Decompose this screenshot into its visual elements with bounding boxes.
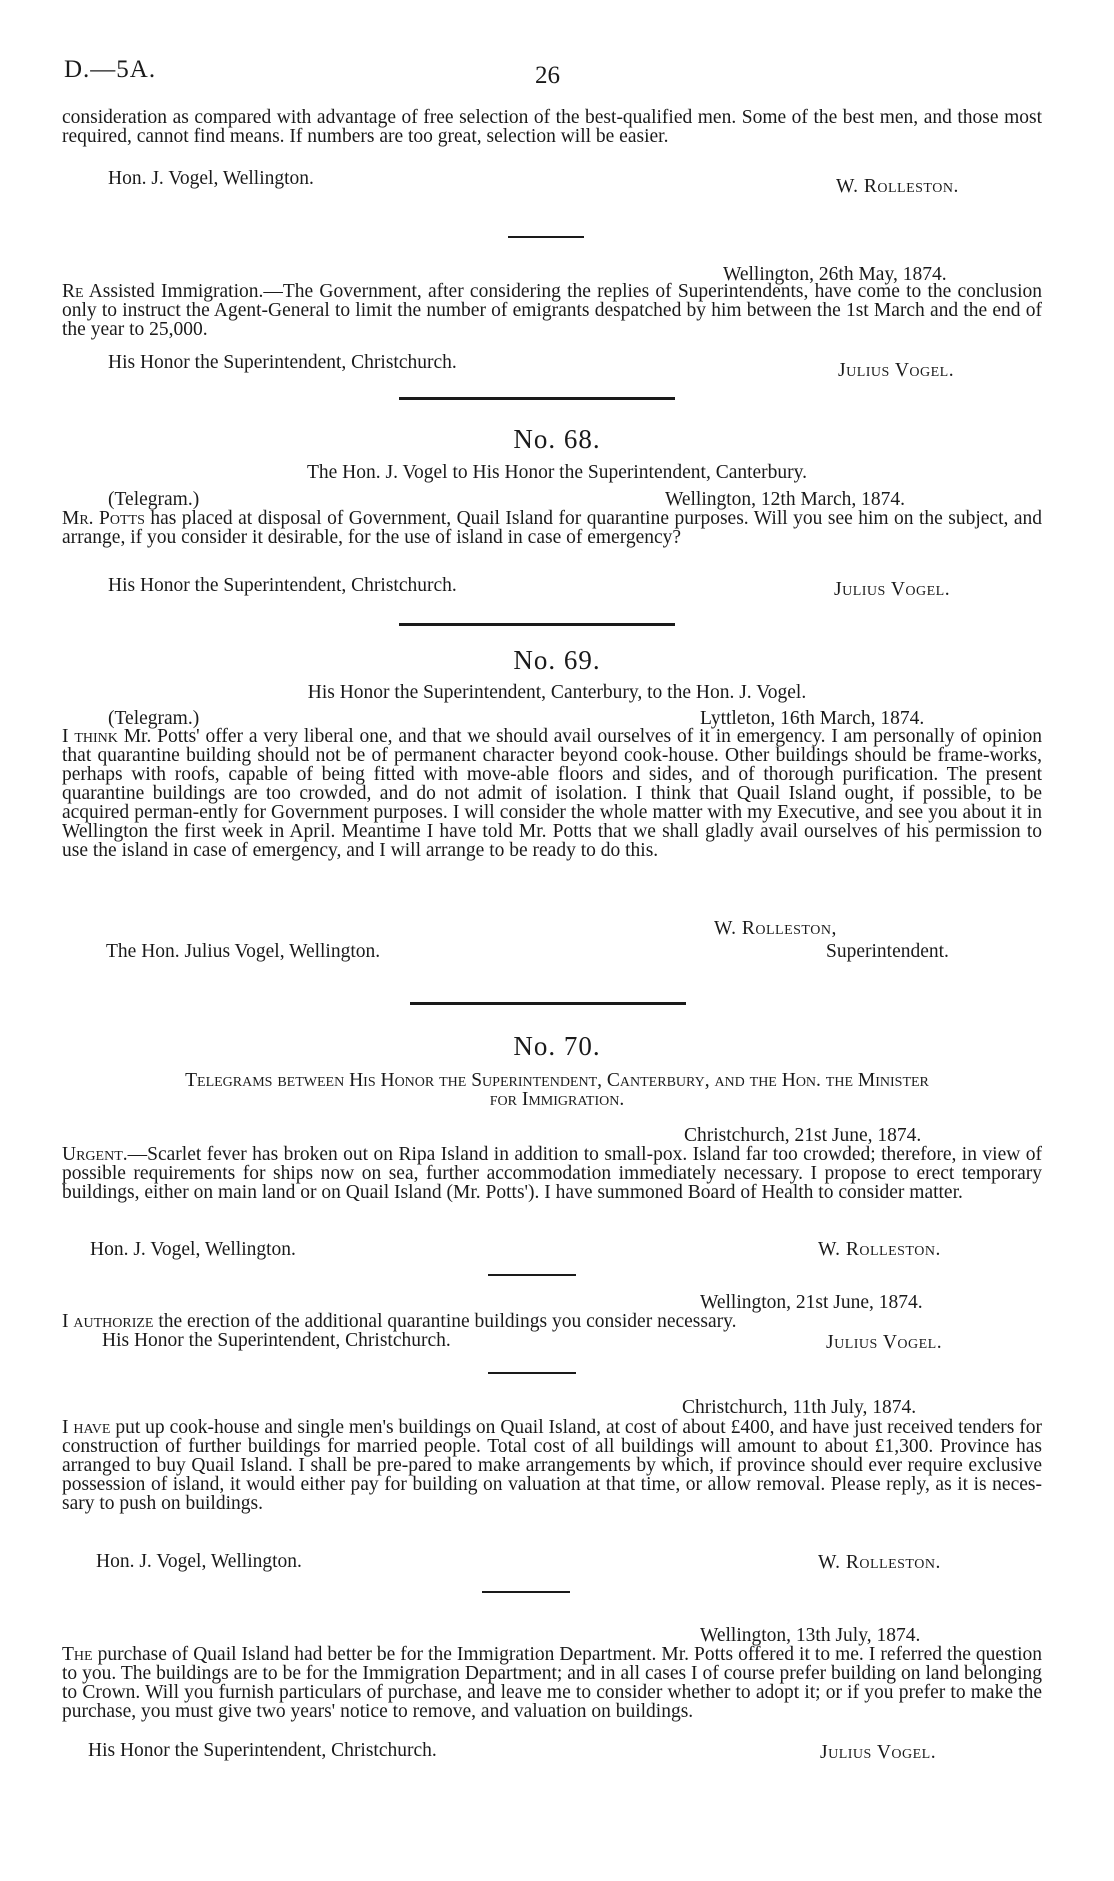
place-date: Wellington, 13th July, 1874. <box>700 1625 921 1646</box>
place-date: Christchurch, 21st June, 1874. <box>684 1125 922 1146</box>
signature: W. Rolleston. <box>818 1552 941 1573</box>
message-paragraph <box>62 1312 1042 1331</box>
lead-word: Urgent. <box>62 1144 128 1165</box>
section-divider <box>410 1002 686 1005</box>
section-number: No. 69. <box>513 645 601 675</box>
place-date: Wellington, 21st June, 1874. <box>700 1292 923 1313</box>
signature: W. Rolleston. <box>836 176 959 197</box>
message-body: has placed at disposal of Government, Quail Island for quarantine purposes. Will you see him on the subject, and arrange, if you consider it desirable, for the use of island in case of emergency? <box>62 508 1043 548</box>
message-body: purchase of Quail Island had better be for the Immigration Department. Mr. Potts offered it to me. I referred the question to you. The buildings are to be for the Immigration Department; and in all cases I of course prefer building on land belonging to Crown. Will you furnish particulars of purchase, and leave me to consider whether to adopt it; or if you prefer to make the purchase, you must give two years' notice to remove, and valuation on buildings. <box>62 1644 1042 1722</box>
signature: Julius Vogel. <box>826 1332 943 1353</box>
lead-word: I think <box>62 726 118 747</box>
signature: W. Rolleston, <box>714 918 837 939</box>
continuation-paragraph: consideration as compared with advantage of free selection of the best-qualified men. Some of the best men, and those most required, cannot find means. If numbers are too great, selection will be easier. <box>62 107 1042 147</box>
telegram-label: (Telegram.) <box>108 708 200 729</box>
signature: Julius Vogel. <box>834 579 951 600</box>
section-divider <box>399 623 675 626</box>
short-divider <box>488 1372 576 1374</box>
short-divider <box>508 236 584 238</box>
addressee: His Honor the Superintendent, Christchurch. <box>88 1740 437 1761</box>
short-divider <box>488 1274 576 1276</box>
signature: W. Rolleston. <box>818 1239 941 1260</box>
document-reference: D.—5A. <box>64 56 157 83</box>
message-body: the erection of the additional quarantine buildings you consider necessary. <box>158 1311 737 1332</box>
addressee: The Hon. Julius Vogel, Wellington. <box>106 941 381 962</box>
addressee: His Honor the Superintendent, Christchurch. <box>108 575 457 596</box>
message-body: —Scarlet fever has broken out on Ripa Island in addition to small-pox. Island far too crowded; therefore, in view of possible requirements for ships now on sea, further accommodation immediately necessary. I propose to erect temporary buildings, either on main land or on Quail Island (Mr. Potts'). I have summoned Board of Health to consider matter. <box>62 1144 1042 1203</box>
message-paragraph <box>62 509 1042 547</box>
addressee: His Honor the Superintendent, Christchurch. <box>108 352 457 373</box>
page-number: 26 <box>535 62 560 89</box>
addressee: Hon. J. Vogel, Wellington. <box>108 168 314 189</box>
signatory-title: Superintendent. <box>826 941 949 962</box>
message-paragraph <box>62 1645 1042 1721</box>
addressee: Hon. J. Vogel, Wellington. <box>90 1239 296 1260</box>
message-paragraph <box>62 1418 1042 1513</box>
lead-word: Mr. Potts <box>62 508 145 529</box>
lead-word: The <box>62 1644 93 1665</box>
signature: Julius Vogel. <box>838 360 955 381</box>
section-number: No. 70. <box>513 1031 601 1061</box>
section-heading-continued: for Immigration. <box>489 1089 625 1110</box>
section-divider <box>399 397 675 400</box>
message-paragraph <box>62 1145 1042 1202</box>
message-paragraph <box>62 727 1042 860</box>
lead-word: I have <box>62 1417 111 1438</box>
place-date: Christchurch, 11th July, 1874. <box>682 1397 917 1418</box>
place-date: Lyttleton, 16th March, 1874. <box>700 708 925 729</box>
lead-word: I authorize <box>62 1311 154 1332</box>
place-date: Wellington, 12th March, 1874. <box>665 489 905 510</box>
section-heading: His Honor the Superintendent, Canterbury, to the Hon. J. Vogel. <box>307 682 807 703</box>
addressee: Hon. J. Vogel, Wellington. <box>96 1551 302 1572</box>
lead-word: Re <box>62 281 84 302</box>
section-heading: Telegrams between His Honor the Superintendent, Canterbury, and the Hon. the Minister <box>185 1070 929 1091</box>
place-date: Wellington, 26th May, 1874. <box>723 264 947 285</box>
message-body: Assisted Immigration.—The Government, after considering the replies of Superintendents, have come to the conclusion only to instruct the Agent-General to limit the number of emigrants despatched by him between the 1st March and the end of the year to 25,000. <box>62 281 1042 340</box>
short-divider <box>482 1591 570 1593</box>
message-body: Mr. Potts' offer a very liberal one, and that we should avail ourselves of it in emergency. I am personally of opinion that quarantine building should not be of permanent character beyond cook-house. Other buildings should be frame-works, perhaps with roofs, capable of being fitted with move-able floors and sides, and of thorough purification. The present quarantine buildings are too crowded, and do not admit of isolation. I think that Quail Island ought, if possible, to be acquired perman-ently for Government purposes. I will consider the whole matter with my Executive, and see you about it in Wellington the first week in April. Meantime I have told Mr. Potts that we shall gladly avail ourselves of his permission to use the island in case of emergency, and I will arrange to be ready to do this. <box>62 726 1042 861</box>
telegram-label: (Telegram.) <box>108 489 200 510</box>
addressee: His Honor the Superintendent, Christchurch. <box>102 1330 451 1351</box>
section-heading: The Hon. J. Vogel to His Honor the Superintendent, Canterbury. <box>306 462 808 483</box>
message-body: put up cook-house and single men's buildings on Quail Island, at cost of about £400, and have just received tenders for construction of further buildings for married people. Total cost of all buildings will amount to about £1,300. Province has arranged to buy Quail Island. I shall be pre-pared to make arrangements by which, if province should ever require exclusive possession of island, it would either pay for building on valuation at that time, or allow removal. Please reply, as it is neces-sary to push on buildings. <box>62 1417 1043 1514</box>
signature: Julius Vogel. <box>820 1742 937 1763</box>
message-paragraph <box>62 282 1042 339</box>
section-number: No. 68. <box>513 424 601 454</box>
